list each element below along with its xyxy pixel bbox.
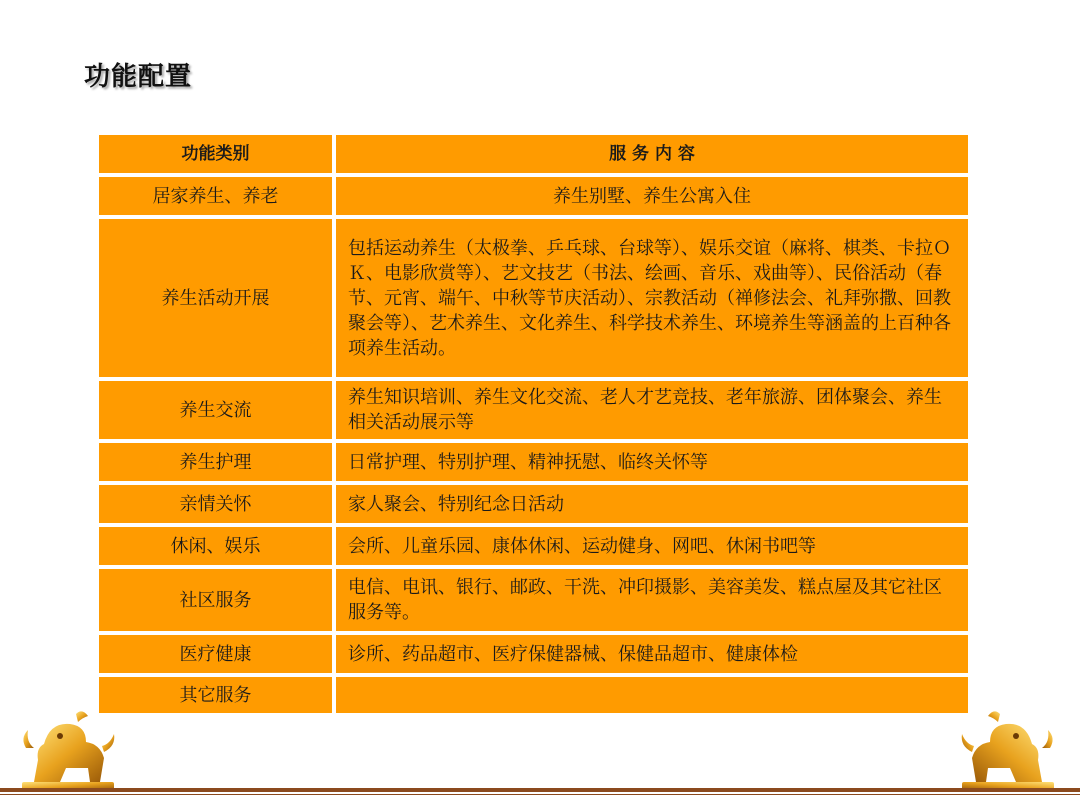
table-row — [99, 569, 968, 631]
header-category: 功能类别 — [99, 135, 336, 173]
row-services: 养生别墅、养生公寓入住 — [336, 177, 968, 215]
table-row — [99, 219, 968, 377]
row-services: 会所、儿童乐园、康体休闲、运动健身、网吧、休闲书吧等 — [336, 527, 968, 565]
row-category: 社区服务 — [99, 569, 336, 631]
table-header-row — [99, 135, 968, 173]
row-services: 包括运动养生（太极拳、乒乓球、台球等）、娱乐交谊（麻将、棋类、卡拉ＯＫ、电影欣赏等）、艺文技艺（书法、绘画、音乐、戏曲等）、民俗活动（春节、元宵、端午、中秋等节庆活动）、宗教活动（禅修法会、礼拜弥撒、回教聚会等）、艺术养生、文化养生、科学技术养生、环境养生等涵盖的上百种各项养生活动。 — [336, 219, 968, 377]
row-category: 其它服务 — [99, 677, 336, 713]
table-row — [99, 677, 968, 713]
function-config-table — [99, 135, 968, 717]
row-services: 电信、电讯、银行、邮政、干洗、冲印摄影、美容美发、糕点屋及其它社区服务等。 — [336, 569, 968, 631]
row-services — [336, 677, 968, 713]
row-category: 养生活动开展 — [99, 219, 336, 377]
row-services: 家人聚会、特别纪念日活动 — [336, 485, 968, 523]
row-category: 医疗健康 — [99, 635, 336, 673]
row-services: 养生知识培训、养生文化交流、老人才艺竞技、老年旅游、团体聚会、养生相关活动展示等 — [336, 381, 968, 439]
row-category: 养生交流 — [99, 381, 336, 439]
table-row — [99, 443, 968, 481]
bottom-divider — [0, 788, 1080, 792]
row-category: 养生护理 — [99, 443, 336, 481]
table-row — [99, 485, 968, 523]
row-category: 休闲、娱乐 — [99, 527, 336, 565]
row-category: 亲情关怀 — [99, 485, 336, 523]
row-services: 日常护理、特别护理、精神抚慰、临终关怀等 — [336, 443, 968, 481]
table-row — [99, 381, 968, 439]
table-row — [99, 635, 968, 673]
header-services: 服 务 内 容 — [336, 135, 968, 173]
bottom-divider-thin — [0, 794, 1080, 795]
lion-statue-icon — [956, 708, 1060, 792]
row-services: 诊所、药品超市、医疗保健器械、保健品超市、健康体检 — [336, 635, 968, 673]
table-row — [99, 177, 968, 215]
page-title: 功能配置 — [84, 62, 193, 92]
lion-statue-icon — [16, 708, 120, 792]
table-row — [99, 527, 968, 565]
row-category: 居家养生、养老 — [99, 177, 336, 215]
